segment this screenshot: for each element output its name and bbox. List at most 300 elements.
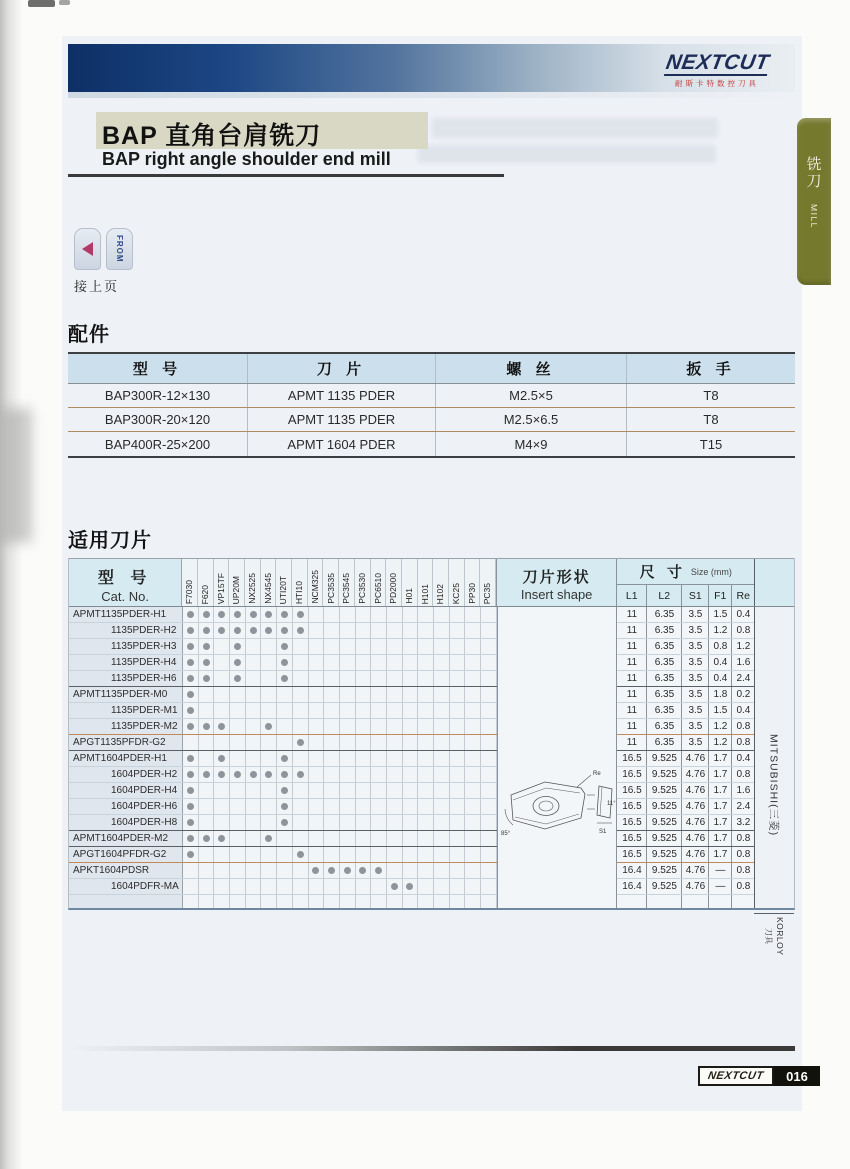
grade-cell (214, 767, 230, 782)
size-header (617, 559, 754, 606)
drawing-label-angle2: 11° (607, 801, 616, 807)
accessories-row (68, 384, 795, 408)
grade-cell (214, 847, 230, 862)
grade-dot (218, 627, 225, 634)
grade-cell (183, 639, 199, 654)
grade-cell (481, 815, 497, 830)
grade-cell (293, 815, 309, 830)
grade-cell (199, 687, 215, 702)
grade-cell (465, 751, 481, 766)
table-row (69, 751, 794, 767)
grade-cell (481, 671, 497, 686)
grade-cell (481, 751, 497, 766)
row-size-cells (617, 607, 754, 623)
row-size-cells (617, 719, 754, 735)
grade-cell (261, 655, 277, 670)
size-cell: 0.8 (709, 639, 732, 654)
grade-cell (403, 719, 419, 734)
grade-cell (434, 639, 450, 654)
grade-cell (465, 735, 481, 750)
brand-logo-subtitle: 耐斯卡特数控刀具 (675, 79, 759, 88)
grade-cell (324, 607, 340, 622)
shape-column-spacer (497, 831, 618, 847)
grade-col-label: PC3530 (356, 573, 367, 604)
row-size-cells (617, 799, 754, 815)
grade-cell (403, 815, 419, 830)
grade-cell (246, 623, 262, 638)
grade-cell (246, 847, 262, 862)
grade-cell (277, 735, 293, 750)
shape-column-spacer (497, 719, 618, 735)
insert-cat-no: 1135PDER-M1 (69, 703, 183, 718)
grade-cell (277, 655, 293, 670)
grade-dot (250, 611, 257, 618)
grade-cell (199, 671, 215, 686)
row-left-cells (69, 687, 497, 703)
continued-from-nav (74, 228, 133, 270)
empty-cell (403, 895, 419, 908)
grade-cell (481, 623, 497, 638)
grade-col-label: HTI10 (294, 580, 305, 604)
accessories-cell: T15 (699, 436, 723, 452)
grade-cell (293, 767, 309, 782)
grade-cell (434, 655, 450, 670)
size-cell: 0.8 (732, 719, 754, 734)
size-cell: 3.2 (732, 815, 754, 830)
grade-cell (309, 879, 325, 894)
grade-cell (371, 831, 387, 846)
inserts-table-body (69, 607, 794, 956)
size-cell: 6.35 (647, 735, 682, 750)
brand-column-spacer (754, 831, 794, 847)
shape-column-spacer (497, 623, 618, 639)
row-size-cells (617, 751, 754, 767)
grade-cell (340, 767, 356, 782)
grade-dot (234, 627, 241, 634)
grade-cell (481, 703, 497, 718)
grade-dot (281, 611, 288, 618)
size-cell: 3.5 (682, 735, 709, 750)
grade-cell (230, 703, 246, 718)
grade-cell (465, 655, 481, 670)
grade-cell (481, 607, 497, 622)
grade-cell (481, 863, 497, 878)
grade-cell (465, 815, 481, 830)
size-cell: 1.7 (709, 783, 732, 798)
insert-cat-no: 1135PDER-H6 (69, 671, 183, 686)
empty-cell (183, 895, 199, 908)
row-left-cells (69, 623, 497, 639)
grade-col-label: PP30 (466, 583, 477, 604)
accessories-cell: BAP400R-25×200 (68, 432, 248, 456)
empty-cell (418, 895, 434, 908)
size-cell: 2.4 (732, 671, 754, 686)
grade-cell (403, 783, 419, 798)
grade-cell (199, 703, 215, 718)
grade-dot (203, 771, 210, 778)
accessories-row (68, 408, 795, 432)
accessories-col-header: 刀 片 (248, 354, 436, 383)
size-cell: 9.525 (647, 879, 682, 894)
grade-cell (214, 703, 230, 718)
grade-cell (371, 703, 387, 718)
grade-cell (403, 751, 419, 766)
grade-cell (387, 655, 403, 670)
grade-dot (265, 835, 272, 842)
grade-cell (356, 815, 372, 830)
grade-cell (214, 639, 230, 654)
grade-cell (450, 719, 466, 734)
grade-dot (234, 611, 241, 618)
grade-cell (356, 703, 372, 718)
grade-cell (293, 847, 309, 862)
grade-cell (309, 831, 325, 846)
empty-cell (246, 895, 262, 908)
grade-cell (324, 687, 340, 702)
grade-col-label: NX2525 (247, 573, 258, 604)
grade-dot (187, 803, 194, 810)
grade-col-header (465, 559, 481, 606)
shape-column-spacer (497, 783, 618, 799)
grade-cell (277, 607, 293, 622)
grade-cell (230, 687, 246, 702)
page-title-en: BAP right angle shoulder end mill (102, 149, 391, 169)
grade-col-header (261, 559, 277, 606)
title-underline (68, 174, 504, 177)
row-size-cells (617, 623, 754, 639)
table-row (69, 767, 794, 783)
grade-cell (434, 735, 450, 750)
grade-cell (434, 607, 450, 622)
drawing-label-re: Re (593, 771, 601, 777)
grade-cell (387, 831, 403, 846)
brand-column-spacer (754, 815, 794, 831)
size-cell: 11 (617, 671, 647, 686)
grade-cell (450, 687, 466, 702)
grade-cell (293, 863, 309, 878)
grade-col-header (214, 559, 230, 606)
grade-cell (434, 815, 450, 830)
size-cell: 4.76 (682, 863, 709, 878)
grade-cell (450, 671, 466, 686)
grade-cell (465, 703, 481, 718)
grade-cell (214, 799, 230, 814)
grade-cell (277, 687, 293, 702)
grade-cell (403, 607, 419, 622)
table-row (69, 783, 794, 799)
size-cell: 16.4 (617, 879, 647, 894)
shape-column-spacer (497, 799, 618, 815)
grade-dot (250, 627, 257, 634)
grade-cell (199, 831, 215, 846)
grade-cell (403, 623, 419, 638)
grade-col-header (371, 559, 387, 606)
grade-cell (418, 831, 434, 846)
grade-dot (203, 675, 210, 682)
grade-cell (246, 799, 262, 814)
grade-cell (356, 735, 372, 750)
grade-cell (371, 783, 387, 798)
size-cell: 1.7 (709, 831, 732, 846)
table-row (69, 687, 794, 703)
grade-cell (356, 639, 372, 654)
grade-dot (218, 611, 225, 618)
grade-cell (277, 703, 293, 718)
grade-cell (418, 799, 434, 814)
grade-cell (340, 751, 356, 766)
grade-cell (309, 847, 325, 862)
grade-col-label: PC35 (482, 582, 493, 604)
size-col-header: S1 (682, 585, 709, 606)
grade-cell (183, 799, 199, 814)
table-row (69, 879, 794, 895)
size-cell: 6.35 (647, 703, 682, 718)
grade-cell (324, 719, 340, 734)
insert-cat-no: 1604PDER-H6 (69, 799, 183, 814)
grade-cell (183, 863, 199, 878)
grade-cell (356, 655, 372, 670)
grade-cell (324, 767, 340, 782)
grade-cell (387, 751, 403, 766)
grade-cell (230, 735, 246, 750)
size-cell: 3.5 (682, 655, 709, 670)
grade-cell (214, 879, 230, 894)
accessories-table (68, 352, 795, 458)
grade-cell (230, 831, 246, 846)
grade-cell (450, 783, 466, 798)
grade-col-header (292, 559, 308, 606)
empty-cell (465, 895, 481, 908)
grade-cell (261, 831, 277, 846)
grade-col-header (355, 559, 371, 606)
grade-cell (246, 751, 262, 766)
grade-dot (281, 771, 288, 778)
size-cell: 9.525 (647, 863, 682, 878)
grade-cell (450, 703, 466, 718)
brand-column-spacer (754, 703, 794, 719)
size-cell: 1.5 (709, 703, 732, 718)
grade-dot (250, 771, 257, 778)
grade-cell (387, 671, 403, 686)
grade-cell (199, 639, 215, 654)
accessories-body (68, 384, 795, 456)
grade-cell (324, 847, 340, 862)
empty-cell (340, 895, 356, 908)
grade-cell (293, 735, 309, 750)
grade-col-header (323, 559, 339, 606)
brand-column-spacer (754, 751, 794, 767)
grade-cell (261, 687, 277, 702)
grade-cell (371, 767, 387, 782)
grade-cell (261, 751, 277, 766)
accessories-cell: BAP300R-12×130 (68, 384, 248, 407)
grade-cell (293, 879, 309, 894)
size-cell: 0.4 (732, 703, 754, 718)
grade-dot (187, 659, 194, 666)
grade-cell (277, 847, 293, 862)
brand-column-spacer (754, 623, 794, 639)
insert-cat-no: APMT1604PDER-H1 (69, 751, 183, 766)
grade-cell (450, 799, 466, 814)
size-cell: 3.5 (682, 671, 709, 686)
grade-cell (277, 719, 293, 734)
grade-cell (246, 671, 262, 686)
grade-col-label: UTI20T (278, 575, 289, 604)
grade-dot (187, 835, 194, 842)
size-cell: 0.4 (732, 751, 754, 766)
grade-cell (356, 783, 372, 798)
size-header-title: 尺 寸 Size (mm) (617, 559, 754, 585)
grade-cell (277, 767, 293, 782)
brand-column-spacer (754, 671, 794, 687)
grade-cell (277, 783, 293, 798)
grade-dot (344, 867, 351, 874)
grade-dot (187, 707, 194, 714)
table-row (69, 655, 794, 671)
empty-cell (450, 895, 466, 908)
row-left-cells (69, 703, 497, 719)
grade-cell (387, 719, 403, 734)
size-cell: 1.2 (709, 719, 732, 734)
size-cell: 6.35 (647, 655, 682, 670)
scan-edge-blob (0, 408, 32, 543)
scan-smudge (59, 0, 70, 5)
grade-cell (246, 703, 262, 718)
grade-cell (230, 607, 246, 622)
bleed-through-text (432, 118, 718, 138)
size-cell: 6.35 (647, 623, 682, 638)
size-cell: 4.76 (682, 783, 709, 798)
grade-cell (450, 879, 466, 894)
grade-cell (324, 815, 340, 830)
grade-cell (418, 783, 434, 798)
grade-cell (418, 655, 434, 670)
size-cell: 9.525 (647, 783, 682, 798)
size-cell: 9.525 (647, 815, 682, 830)
grade-cell (465, 607, 481, 622)
row-left-cells (69, 847, 497, 863)
grade-dot (297, 771, 304, 778)
grade-cell (324, 831, 340, 846)
grade-cell (309, 703, 325, 718)
grade-cell (246, 831, 262, 846)
grade-cell (261, 767, 277, 782)
grade-cell (434, 879, 450, 894)
grade-cell (183, 671, 199, 686)
size-cell: 11 (617, 639, 647, 654)
empty-cell (277, 895, 293, 908)
size-col-header: L1 (617, 585, 647, 606)
grade-cell (434, 751, 450, 766)
grade-cell (418, 879, 434, 894)
grade-cell (183, 655, 199, 670)
grade-dot (187, 755, 194, 762)
grade-cell (199, 607, 215, 622)
brand-column-spacer (754, 655, 794, 671)
grade-cell (403, 831, 419, 846)
grade-cell (214, 735, 230, 750)
grade-cell (418, 847, 434, 862)
grade-dot (281, 675, 288, 682)
grade-dot (281, 803, 288, 810)
row-left-cells (69, 783, 497, 799)
grade-cell (261, 703, 277, 718)
grade-cell (450, 607, 466, 622)
empty-cell (356, 895, 372, 908)
row-left-cells (69, 751, 497, 767)
size-cell: 0.8 (732, 847, 754, 862)
grade-dot (297, 851, 304, 858)
size-cell: 16.4 (617, 863, 647, 878)
table-row (69, 639, 794, 655)
size-cell: 9.525 (647, 831, 682, 846)
grade-cell (230, 655, 246, 670)
brand-column-spacer (754, 799, 794, 815)
grade-col-header (245, 559, 261, 606)
grade-cell (340, 607, 356, 622)
grade-cell (387, 863, 403, 878)
grade-col-header (433, 559, 449, 606)
grade-dot (187, 675, 194, 682)
shape-column-spacer (497, 751, 618, 767)
grade-cell (214, 751, 230, 766)
grade-cell (387, 623, 403, 638)
row-size-cells (617, 831, 754, 847)
grade-dot (359, 867, 366, 874)
grade-dot (281, 755, 288, 762)
grade-cell (356, 607, 372, 622)
row-left-cells (69, 815, 497, 831)
brand-mitsubishi: MITSUBISHI(三菱) (754, 657, 794, 914)
grade-cell (356, 863, 372, 878)
grade-cell (340, 879, 356, 894)
grade-cell (418, 607, 434, 622)
grade-cell (481, 687, 497, 702)
grade-cell (403, 735, 419, 750)
accessories-cell: APMT 1135 PDER (248, 384, 436, 407)
grade-col-header (402, 559, 418, 606)
grade-header-cells (182, 559, 496, 606)
grade-dot (187, 611, 194, 618)
size-cell: 0.8 (732, 879, 754, 894)
prev-page-arrow-icon (74, 228, 101, 270)
grade-cell (293, 719, 309, 734)
size-cell: 3.5 (682, 607, 709, 622)
drawing-label-angle: 85° (501, 831, 511, 837)
grade-cell (465, 767, 481, 782)
grade-cell (465, 783, 481, 798)
grade-cell (261, 639, 277, 654)
continued-from-caption: 接上页 (74, 279, 120, 294)
grade-cell (450, 767, 466, 782)
grade-cell (199, 719, 215, 734)
size-cell: 4.76 (682, 847, 709, 862)
grade-cell (434, 783, 450, 798)
grade-cell (387, 783, 403, 798)
shape-column-spacer (497, 863, 618, 879)
grade-dot (187, 691, 194, 698)
size-cell: 1.2 (709, 735, 732, 750)
table-row (69, 703, 794, 719)
grade-dot (187, 723, 194, 730)
grade-cell (246, 735, 262, 750)
size-cell: 6.35 (647, 639, 682, 654)
grade-col-label: NX4545 (262, 573, 273, 604)
row-size-cells (617, 895, 754, 908)
grade-cell (293, 703, 309, 718)
brand-column-spacer (754, 863, 794, 879)
grade-cell (340, 639, 356, 654)
